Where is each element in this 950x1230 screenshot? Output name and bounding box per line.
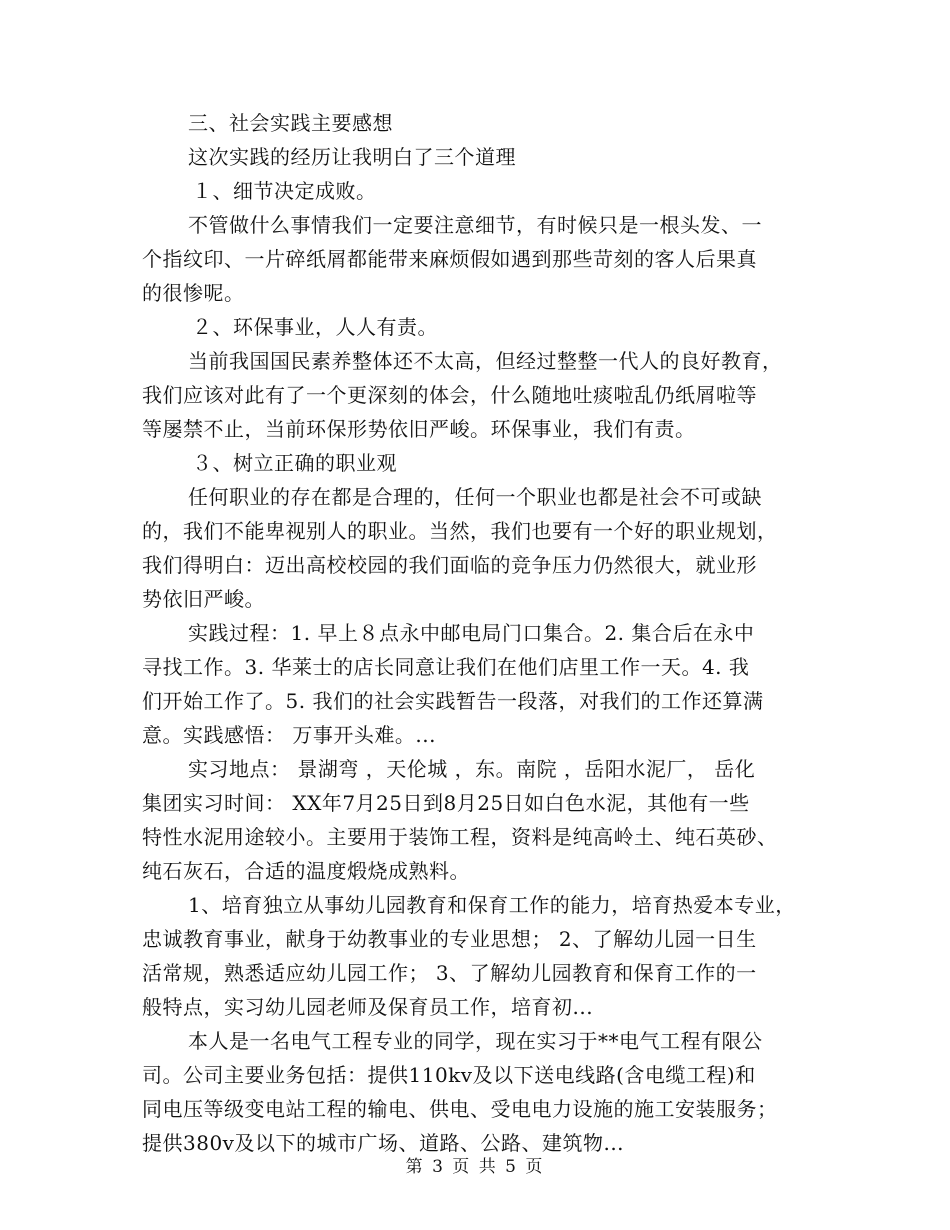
paragraph-line: 本人是一名电气工程专业的同学，现在实习于**电气工程有限公 <box>188 1029 763 1053</box>
paragraph-line: 忠诚教育事业，献身于幼教事业的专业思想； 2、了解幼儿园一日生 <box>142 927 757 951</box>
paragraph-line: 同电压等级变电站工程的输电、供电、受电电力设施的施工安装服务； <box>142 1097 778 1121</box>
section-heading: 三、社会实践主要感想 <box>188 111 393 135</box>
paragraph-line: 不管做什么事情我们一定要注意细节，有时候只是一根头发、一 <box>188 213 762 237</box>
paragraph-line: 纯石灰石，合适的温度煅烧成熟料。 <box>142 859 470 883</box>
list-heading: ３、树立正确的职业观 <box>192 451 397 475</box>
paragraph-line: 们开始工作了。5. 我们的社会实践暂告一段落，对我们的工作还算满 <box>142 689 764 713</box>
page-number-footer: 第 3 页 共 5 页 <box>405 1157 545 1177</box>
paragraph-line: 的，我们不能卑视别人的职业。当然，我们也要有一个好的职业规划， <box>142 519 778 543</box>
paragraph-line: 实习地点： 景湖弯 ，天伦城 ，东。南院 ，岳阳水泥厂， 岳化 <box>188 757 756 781</box>
paragraph-line: 当前我国国民素养整体还不太高，但经过整整一代人的良好教育， <box>188 349 783 373</box>
paragraph-line: 个指纹印、一片碎纸屑都能带来麻烦假如遇到那些苛刻的客人后果真 <box>142 247 757 271</box>
paragraph-line: 集团实习时间： XX年7月25日到8月25日如白色水泥，其他有一些 <box>142 791 750 815</box>
paragraph-line: 提供380v及以下的城市广场、道路、公路、建筑物... <box>142 1131 625 1155</box>
paragraph-line: 势依旧严峻。 <box>142 587 265 611</box>
paragraph-line: 任何职业的存在都是合理的，任何一个职业也都是社会不可或缺 <box>188 485 762 509</box>
paragraph-line: 寻找工作。3. 华莱士的店长同意让我们在他们店里工作一天。4. 我 <box>142 655 750 679</box>
list-heading: １、细节决定成败。 <box>192 179 377 203</box>
paragraph-line: 我们得明白：迈出高校校园的我们面临的竞争压力仍然很大，就业形 <box>142 553 757 577</box>
paragraph-line: 活常规，熟悉适应幼儿园工作； 3、了解幼儿园教育和保育工作的一 <box>142 961 757 985</box>
paragraph-line: 意。实践感悟： 万事开头难。... <box>142 723 436 747</box>
paragraph-line: 我们应该对此有了一个更深刻的体会，什么随地吐痰啦乱仍纸屑啦等 <box>142 383 757 407</box>
document-body <box>142 106 814 1160</box>
paragraph-line: 1、培育独立从事幼儿园教育和保育工作的能力，培育热爱本专业， <box>188 893 796 917</box>
paragraph-line: 特性水泥用途较小。主要用于装饰工程，资料是纯高岭土、纯石英砂、 <box>142 825 778 849</box>
paragraph-line: 般特点，实习幼儿园老师及保育员工作，培育初... <box>142 995 594 1019</box>
paragraph-line: 这次实践的经历让我明白了三个道理 <box>188 145 516 169</box>
paragraph-line: 的很惨呢。 <box>142 281 245 305</box>
paragraph-line: 司。公司主要业务包括：提供110kv及以下送电线路(含电缆工程)和 <box>142 1063 756 1087</box>
paragraph-line: 实践过程：1. 早上８点永中邮电局门口集合。2. 集合后在永中 <box>188 621 755 645</box>
paragraph-line: 等屡禁不止，当前环保形势依旧严峻。环保事业，我们有责。 <box>142 417 696 441</box>
list-heading: ２、环保事业，人人有责。 <box>192 315 438 339</box>
